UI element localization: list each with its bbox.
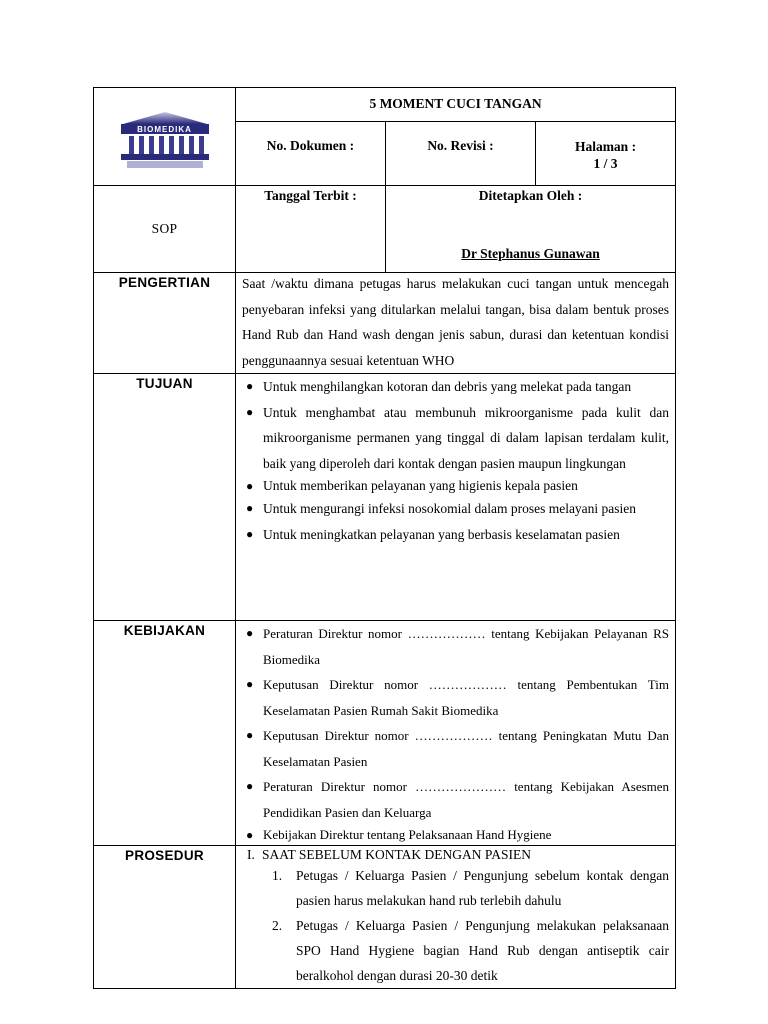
kebijakan-body-cell: [236, 621, 676, 846]
pengertian-label: PENGERTIAN: [118, 275, 211, 290]
prosedur-section-heading: [242, 846, 669, 863]
list-item: ● Peraturan Direktur nomor ……………… tentang Kebijakan Pelayanan RS Biomedika: [242, 621, 669, 672]
tujuan-list: [242, 374, 669, 547]
hospital-building-icon: [115, 110, 215, 170]
no-revisi-label: No. Revisi :: [427, 138, 494, 153]
halaman-value: 1 / 3: [593, 156, 618, 171]
bullet-icon: ●: [246, 404, 254, 419]
bullet-icon: ●: [246, 526, 254, 541]
halaman-label: Halaman :: [574, 139, 637, 154]
logo-cell: [94, 88, 236, 186]
bullet-icon: ●: [246, 626, 254, 640]
pengertian-body-cell: [236, 273, 676, 374]
prosedur-body-cell: [236, 846, 676, 989]
sop-table: [93, 87, 676, 989]
list-item: ● Kebijakan Direktur tentang Pelaksanaan Hand Hygiene: [242, 825, 669, 845]
tanggal-terbit-cell: [236, 186, 386, 273]
list-item: ● Untuk meningkatkan pelayanan yang berbasis keselamatan pasien: [242, 522, 669, 548]
bullet-icon: ●: [246, 379, 254, 393]
prosedur-steps: [242, 863, 669, 988]
tanggal-terbit-label: Tanggal Terbit :: [264, 188, 357, 203]
ditetapkan-cell: [386, 186, 676, 273]
document-title: 5 MOMENT CUCI TANGAN: [369, 96, 542, 111]
no-dokumen-cell: [236, 122, 386, 186]
tujuan-body-cell: [236, 374, 676, 621]
bullet-icon: ●: [246, 828, 254, 842]
sop-label: SOP: [151, 221, 178, 236]
bullet-icon: ●: [246, 779, 254, 793]
tujuan-label-cell: [94, 374, 236, 621]
section-title: SAAT SEBELUM KONTAK DENGAN PASIEN: [262, 847, 531, 862]
list-item: ● Untuk mengurangi infeksi nosokomial dalam proses melayani pasien: [242, 496, 669, 522]
tujuan-label: TUJUAN: [136, 376, 193, 391]
list-item: 2. Petugas / Keluarga Pasien / Pengunjung melakukan pelaksanaan SPO Hand Hygiene bagian Hand Rub dengan antiseptik cair beralkohol dengan durasi 20-30 detik: [272, 918, 670, 983]
logo-text: BIOMEDIKA: [137, 125, 192, 134]
list-item: 1. Petugas / Keluarga Pasien / Pengunjung sebelum kontak dengan pasien harus melakukan hand rub terlebih dahulu: [272, 868, 670, 908]
list-item: ● Keputusan Direktur nomor ……………… tentang Pembentukan Tim Keselamatan Pasien Rumah Sakit Biomedika: [242, 672, 669, 723]
ditetapkan-label: Ditetapkan Oleh :: [478, 188, 583, 203]
halaman-cell: [536, 122, 676, 186]
prosedur-label: PROSEDUR: [125, 848, 204, 863]
biomedika-logo: [115, 110, 215, 170]
list-item: ● Untuk menghilangkan kotoran dan debris yang melekat pada tangan: [242, 374, 669, 400]
sop-cell: [94, 186, 236, 273]
section-number: I.: [247, 847, 255, 862]
kebijakan-list: [242, 621, 669, 845]
list-item: ● Keputusan Direktur nomor ……………… tentang Peningkatan Mutu Dan Keselamatan Pasien: [242, 723, 669, 774]
title-cell: [236, 88, 676, 122]
list-item: ● Peraturan Direktur nomor ………………… tentang Kebijakan Asesmen Pendidikan Pasien dan Keluarga: [242, 774, 669, 825]
list-item: ● Untuk menghambat atau membunuh mikroorganisme pada kulit dan mikroorganisme permanen yang tinggal di dalam lapisan terdalam kulit, baik yang diperoleh dari kontak dengan pasien maupun lingkungan: [242, 400, 669, 477]
no-dokumen-label: No. Dokumen :: [266, 138, 355, 153]
bullet-icon: ●: [246, 479, 254, 493]
bullet-icon: ●: [246, 728, 254, 742]
pengertian-text: Saat /waktu dimana petugas harus melakukan cuci tangan untuk mencegah penyebaran infeksi yang ditularkan melalui tangan, bisa dalam bentuk proses Hand Rub dan Hand wash dengan jenis sabun, durasi dan ketentuan kondisi penggunaannya sesuai ketentuan WHO: [242, 276, 670, 368]
kebijakan-label-cell: [94, 621, 236, 846]
ditetapkan-name: Dr Stephanus Gunawan: [461, 246, 600, 261]
kebijakan-label: KEBIJAKAN: [123, 623, 206, 638]
bullet-icon: ●: [246, 501, 254, 515]
sop-document: [93, 87, 675, 989]
list-item: ● Untuk memberikan pelayanan yang higienis kepala pasien: [242, 476, 669, 496]
bullet-icon: ●: [246, 677, 254, 691]
prosedur-label-cell: [94, 846, 236, 989]
pengertian-label-cell: [94, 273, 236, 374]
no-revisi-cell: [386, 122, 536, 186]
